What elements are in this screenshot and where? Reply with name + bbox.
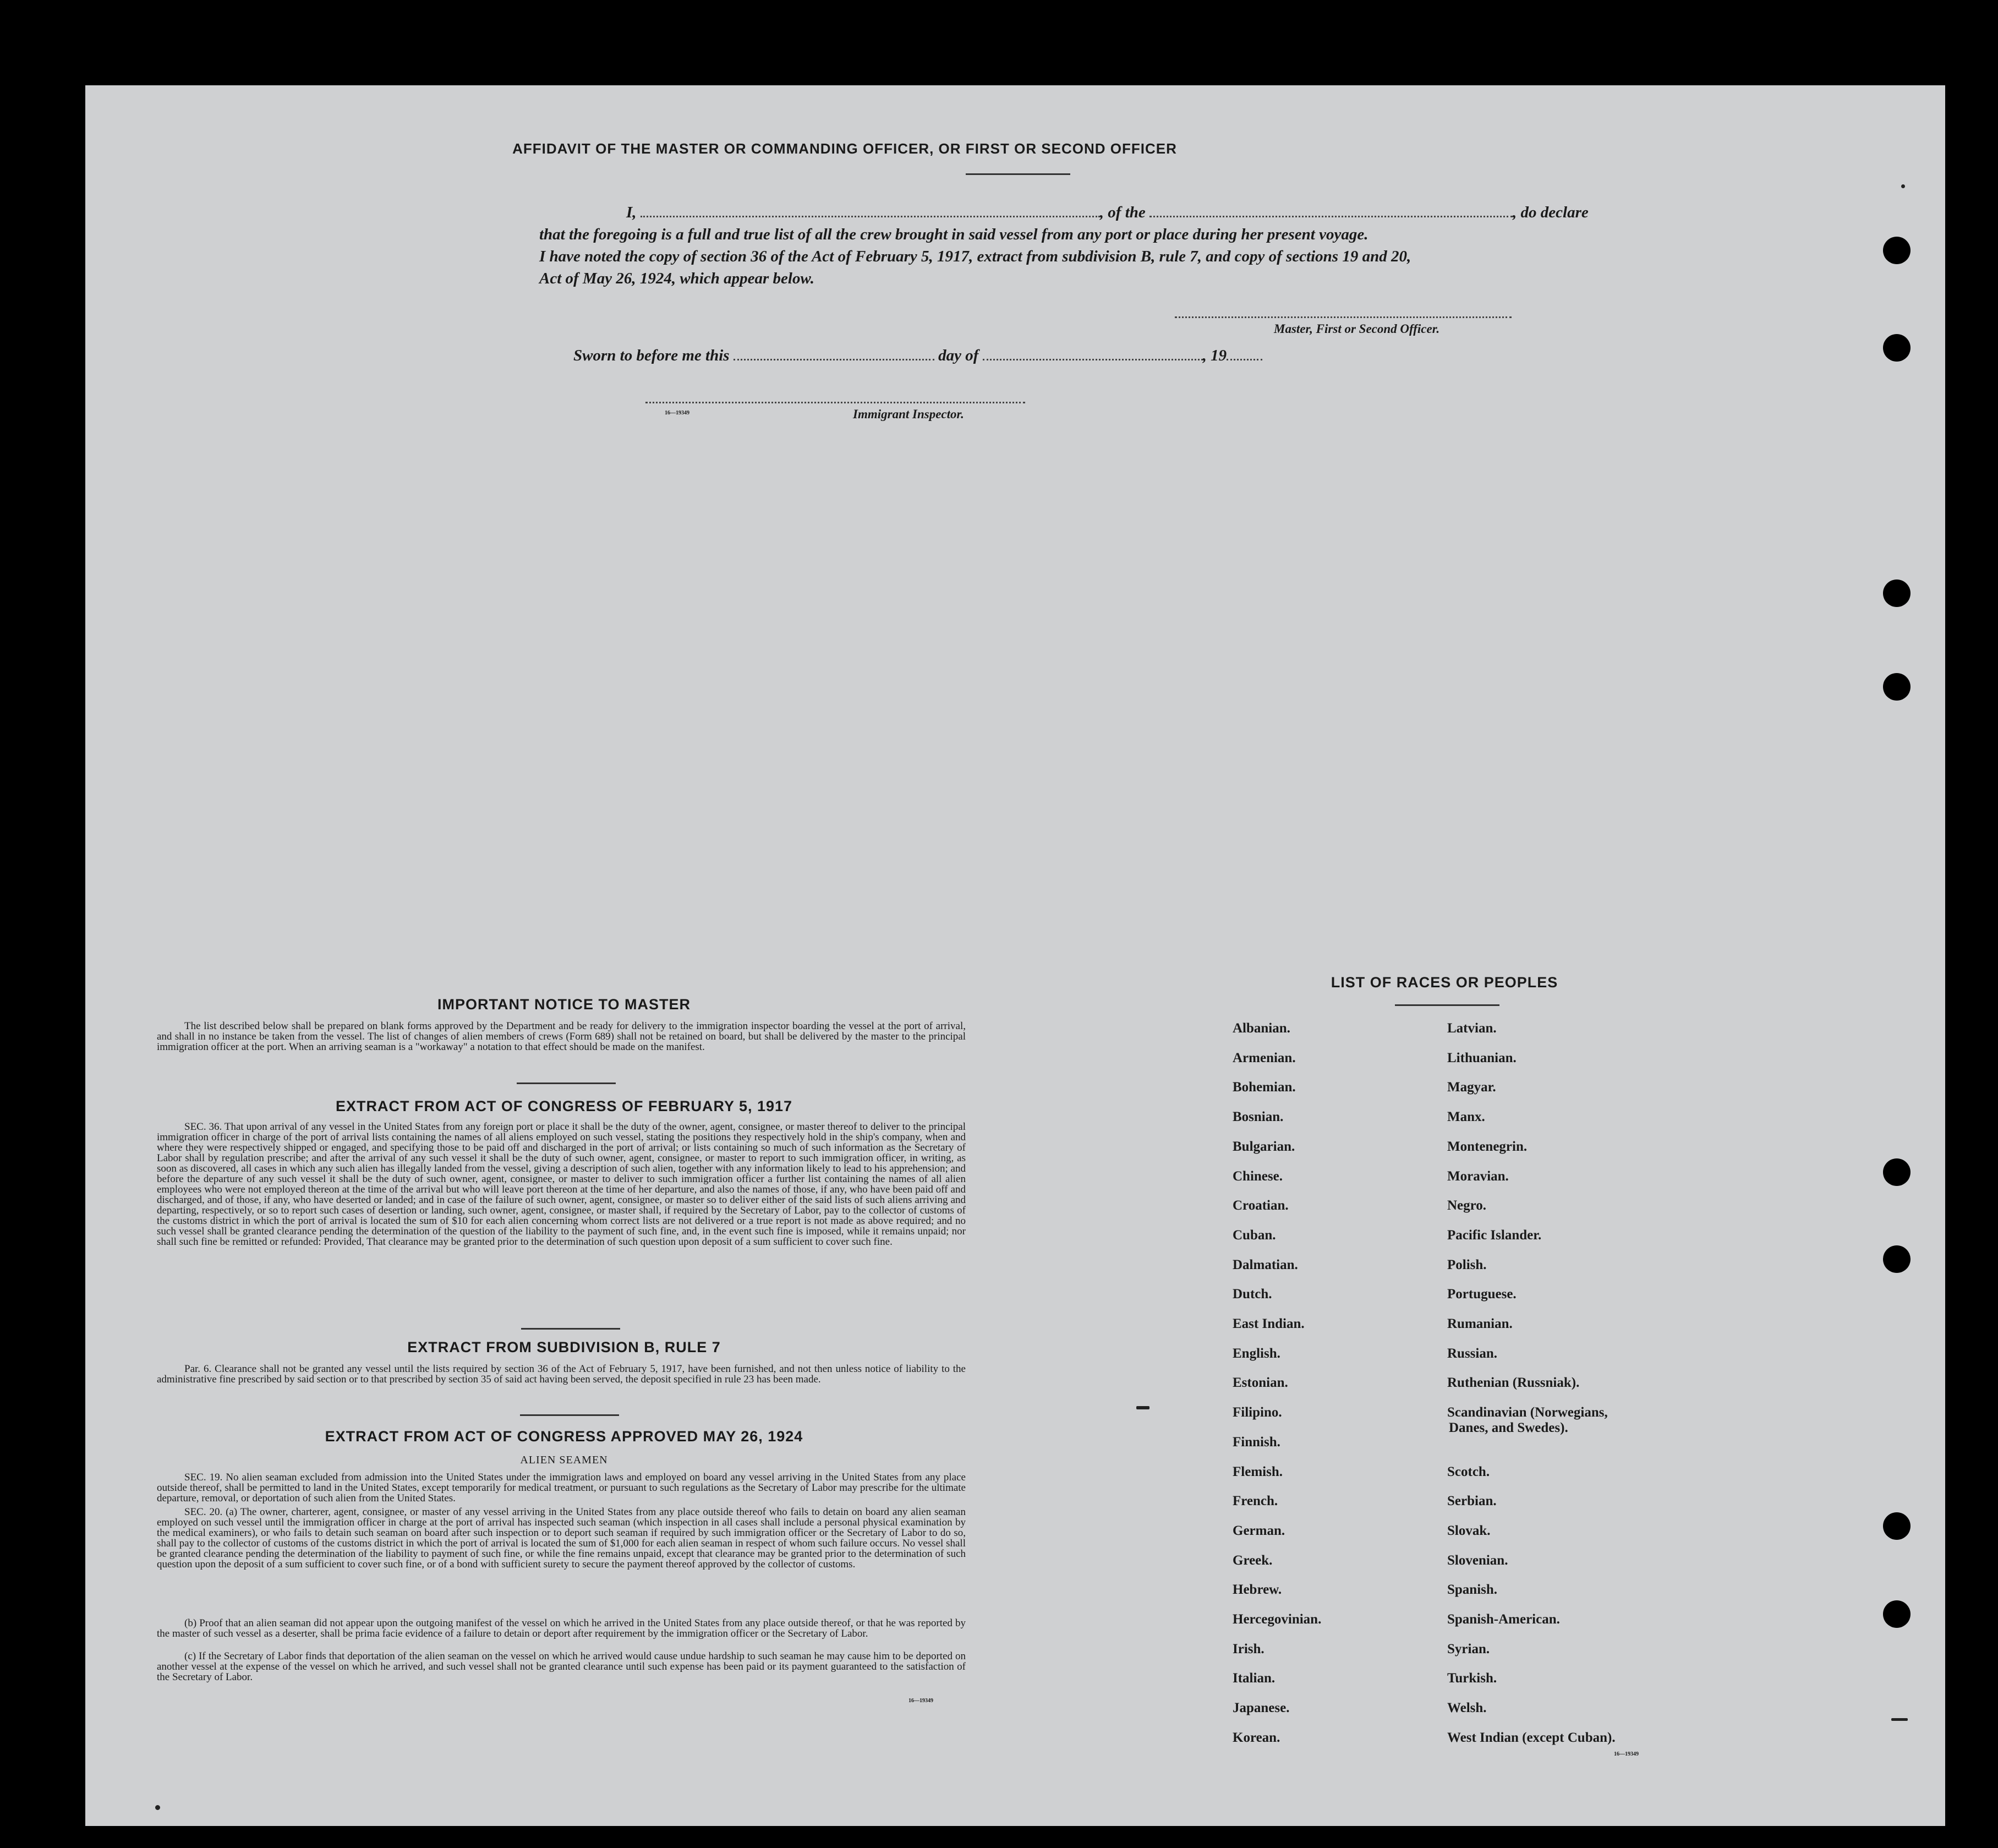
race-item: Pacific Islander. <box>1447 1227 1542 1243</box>
speck <box>1136 1406 1149 1409</box>
punch-hole <box>1883 237 1911 264</box>
race-item: Turkish. <box>1447 1671 1497 1686</box>
race-item: English. <box>1233 1346 1280 1361</box>
affidavit-heading: AFFIDAVIT OF THE MASTER OR COMMANDING OFFICER, OR FIRST OR SECOND OFFICER <box>512 140 1177 157</box>
race-item: Filipino. <box>1233 1405 1282 1420</box>
race-item-continuation: Danes, and Swedes). <box>1449 1420 1568 1436</box>
race-item: Scotch. <box>1447 1464 1490 1479</box>
form-code: 16—19349 <box>1614 1751 1639 1757</box>
form-page <box>85 85 1945 1826</box>
inspector-label: Immigrant Inspector. <box>853 407 964 421</box>
race-item: Serbian. <box>1447 1494 1497 1509</box>
extract-1924-heading: EXTRACT FROM ACT OF CONGRESS APPROVED MAY 26, 1924 <box>325 1428 803 1445</box>
extract-rule7-heading: EXTRACT FROM SUBDIVISION B, RULE 7 <box>407 1339 721 1355</box>
i-label: I, <box>626 204 637 221</box>
master-label: Master, First or Second Officer. <box>1274 322 1440 336</box>
alien-seamen-subheading: ALIEN SEAMEN <box>520 1454 608 1466</box>
race-item: East Indian. <box>1233 1316 1305 1331</box>
race-item: Bohemian. <box>1233 1080 1296 1095</box>
sworn-line <box>539 347 1262 365</box>
race-item: Slovak. <box>1447 1523 1491 1538</box>
race-item: Greek. <box>1233 1552 1273 1568</box>
race-item: Slovenian. <box>1447 1552 1508 1568</box>
speck <box>1891 1718 1908 1721</box>
punch-hole <box>1883 1245 1911 1273</box>
sec20c-text: (c) If the Secretary of Labor finds that deportation of the alien seaman on the vessel on which he arrived would cause undue hardship to such seaman he may cause him to be deported on another vessel at the expense of the vessel on which he arrived, and such vessel shall not be granted clearance until such expense has been paid or its payment guaranteed to the satisfaction of the Secretary of Labor. <box>157 1650 966 1683</box>
race-item: Bulgarian. <box>1233 1139 1295 1154</box>
form-code: 16—19349 <box>908 1698 933 1704</box>
punch-hole <box>1883 334 1911 362</box>
sworn-month-field[interactable] <box>983 359 1203 360</box>
race-item: Montenegrin. <box>1447 1139 1528 1154</box>
race-item: Ruthenian (Russniak). <box>1447 1375 1580 1391</box>
speck <box>155 1805 160 1810</box>
declaration-line-2: that the foregoing is a full and true list of all the crew brought in said vessel from any port or place during her present voyage. <box>539 226 1369 243</box>
race-item: Negro. <box>1447 1198 1487 1213</box>
notice-heading: IMPORTANT NOTICE TO MASTER <box>437 996 691 1013</box>
year-label: , 19 <box>1202 347 1227 364</box>
race-item: Hercegovinian. <box>1233 1612 1322 1627</box>
race-item: Croatian. <box>1233 1198 1289 1213</box>
races-heading: LIST OF RACES OR PEOPLES <box>1331 974 1558 991</box>
race-item: Russian. <box>1447 1346 1498 1361</box>
race-item: Portuguese. <box>1447 1287 1517 1302</box>
race-item: West Indian (except Cuban). <box>1447 1730 1616 1745</box>
race-item: Welsh. <box>1447 1701 1487 1716</box>
sworn-label: Sworn to before me this <box>573 347 730 364</box>
inspector-signature-field[interactable] <box>645 402 1025 403</box>
declaration-line-4: Act of May 26, 1924, which appear below. <box>539 270 814 287</box>
race-item: Scandinavian (Norwegians, <box>1447 1405 1608 1420</box>
race-item: Dalmatian. <box>1233 1257 1298 1272</box>
divider <box>1395 1004 1499 1006</box>
divider <box>517 1082 616 1084</box>
punch-hole <box>1883 1512 1911 1540</box>
master-signature-field[interactable] <box>1175 316 1512 318</box>
race-item: Syrian. <box>1447 1641 1490 1656</box>
race-item: Italian. <box>1233 1671 1276 1686</box>
punch-hole <box>1883 673 1911 701</box>
race-item: Dutch. <box>1233 1287 1272 1302</box>
race-item: Estonian. <box>1233 1375 1288 1391</box>
notice-text: The list described below shall be prepared on blank forms approved by the Department and be ready for delivery to the immigration inspector boarding the vessel at the port of arrival, and shall in no instance be taken from the vessel. The list of changes of alien members of crews (Form 689) shall not be retained on board, but shall be delivered by the master to the principal immigration officer at the port. When an arriving seaman is a "workaway" a notation to that effect should be made on the manifest. <box>157 1020 966 1053</box>
race-item: Spanish-American. <box>1447 1612 1560 1627</box>
race-item: Moravian. <box>1447 1168 1509 1184</box>
race-item: Cuban. <box>1233 1227 1276 1243</box>
race-item: Albanian. <box>1233 1021 1290 1036</box>
sec20b-text: (b) Proof that an alien seaman did not appear upon the outgoing manifest of the vessel on which he arrived in the United States from any place outside thereof, or that he was reported by the master of such vessel as a deserter, shall be prima facie evidence of a failure to detain or deport after requirement by the immigration officer or the Secretary of Labor. <box>157 1617 966 1639</box>
declaration-line-3: I have noted the copy of section 36 of the Act of February 5, 1917, extract from subdivision B, rule 7, and copy of sections 19 and 20, <box>539 248 1411 265</box>
sec19-text: SEC. 19. No alien seaman excluded from admission into the United States under the immigration laws and employed on board any vessel arriving in the United States from any place outside thereof, shall be permitted to land in the United States, except temporarily for medical treatment, or pursuant to such regulations as the Secretary of Labor may prescribe for the ultimate departure, removal, or deportation of such alien from the United States. <box>157 1472 966 1504</box>
race-item: Lithuanian. <box>1447 1050 1517 1065</box>
race-item: German. <box>1233 1523 1285 1538</box>
race-item: Japanese. <box>1233 1701 1290 1716</box>
speck <box>1901 184 1905 188</box>
name-field[interactable] <box>641 216 1100 217</box>
divider <box>520 1414 619 1416</box>
race-item: Irish. <box>1233 1641 1265 1656</box>
race-item: Magyar. <box>1447 1080 1496 1095</box>
declaration-line <box>539 204 1618 222</box>
day-of-label: day of <box>938 347 979 364</box>
year-field[interactable] <box>1227 359 1262 360</box>
punch-hole <box>1883 579 1911 607</box>
punch-hole <box>1883 1600 1911 1628</box>
race-item: Finnish. <box>1233 1434 1280 1450</box>
of-the-label: , of the <box>1099 204 1146 221</box>
race-item: Bosnian. <box>1233 1109 1284 1125</box>
extract-1917-heading: EXTRACT FROM ACT OF CONGRESS OF FEBRUARY 5, 1917 <box>335 1098 793 1114</box>
race-item: Manx. <box>1447 1109 1485 1125</box>
race-item: Spanish. <box>1447 1582 1498 1598</box>
form-code: 16—19349 <box>665 410 689 416</box>
do-declare-label: , do declare <box>1513 204 1589 221</box>
divider <box>966 173 1070 175</box>
race-item: Chinese. <box>1233 1168 1283 1184</box>
race-item: French. <box>1233 1494 1278 1509</box>
race-item: Rumanian. <box>1447 1316 1513 1331</box>
race-item: Flemish. <box>1233 1464 1283 1479</box>
race-item: Latvian. <box>1447 1021 1497 1036</box>
sec20a-text: SEC. 20. (a) The owner, charterer, agent, consignee, or master of any vessel arriving in the United States from any place outside thereof who fails to detain on board any alien seaman employed on such vessel until the immigration officer in charge at the port of arrival has inspected such seaman (which inspection in all cases shall include a personal physical examination by the medical examiners), or who fails to detain such seaman on board after such inspection or to deport such seaman if required by such immigration officer or the Secretary of Labor to do so, shall pay to the collector of customs of the customs district in which the port of arrival is located the sum of $1,000 for each alien seaman in respect of whom such failure occurs. No vessel shall be granted clearance pending the determination of the liability to payment of such fine, or while the fine remains unpaid, except that clearance may be granted prior to the determination of such question upon the deposit of a sum sufficient to cover such fine, or of a bond with sufficient surety to secure the payment thereof approved by the collector of customs. <box>157 1506 966 1570</box>
race-item: Polish. <box>1447 1257 1487 1272</box>
race-item: Hebrew. <box>1233 1582 1282 1598</box>
extract-1917-text: SEC. 36. That upon arrival of any vessel in the United States from any foreign port or place it shall be the duty of the owner, agent, consignee, or master thereof to deliver to the principal immigration officer in charge of the port of arrival lists containing the names of all aliens employed on such vessel, stating the positions they respectively hold in the ship's company, when and where they were respectively shipped or engaged, and specifying those to be paid off and discharged in the port of arrival; or lists containing so much of such information as the Secretary of Labor shall by regulation prescribe; and after the arrival of any such vessel it shall be the duty of such owner, agent, consignee, or master to report to such immigration officer, in writing, as soon as discovered, all cases in which any such alien has illegally landed from the vessel, giving a description of such alien, together with any information likely to lead to his apprehension; and before the departure of any such vessel it shall be the duty of such owner, agent, consignee, or master to deliver to such immigration officer a further list containing the names of all alien employees who were not employed thereon at the time of the arrival but who will leave port thereon at the time of her departure, and also the names of those, if any, who have been paid off and discharged, and of those, if any, who have deserted or landed; and in case of the failure of such owner, agent, consignee, or master so to deliver either of the said lists of such aliens arriving and departing, respectively, or so to report such cases of desertion or landing, such owner, agent, consignee, or master shall, if required by the Secretary of Labor, pay to the collector of customs of the customs district in which the port of arrival is located the sum of $10 for each alien concerning whom correct lists are not delivered or a true report is not made as above required; and no such vessel shall be granted clearance pending the determination of the question of the liability to the payment of such fine, and, in the event such fine is imposed, while it remains unpaid; nor shall such fine be remitted or refunded: Provided, That clearance may be granted prior to the determination of such question upon deposit of a sum sufficient to cover such fine. <box>157 1121 966 1248</box>
extract-rule7-text: Par. 6. Clearance shall not be granted any vessel until the lists required by section 36 of the Act of February 5, 1917, have been furnished, and not then unless notice of liability to the administrative fine prescribed by said section or to that prescribed by section 35 of said act having been served, the deposit specified in rule 23 has been made. <box>157 1363 966 1385</box>
divider <box>521 1328 620 1330</box>
sworn-day-field[interactable] <box>733 359 934 360</box>
race-item: Armenian. <box>1233 1050 1296 1065</box>
race-item: Korean. <box>1233 1730 1280 1745</box>
vessel-field[interactable] <box>1149 216 1513 217</box>
punch-hole <box>1883 1158 1911 1186</box>
